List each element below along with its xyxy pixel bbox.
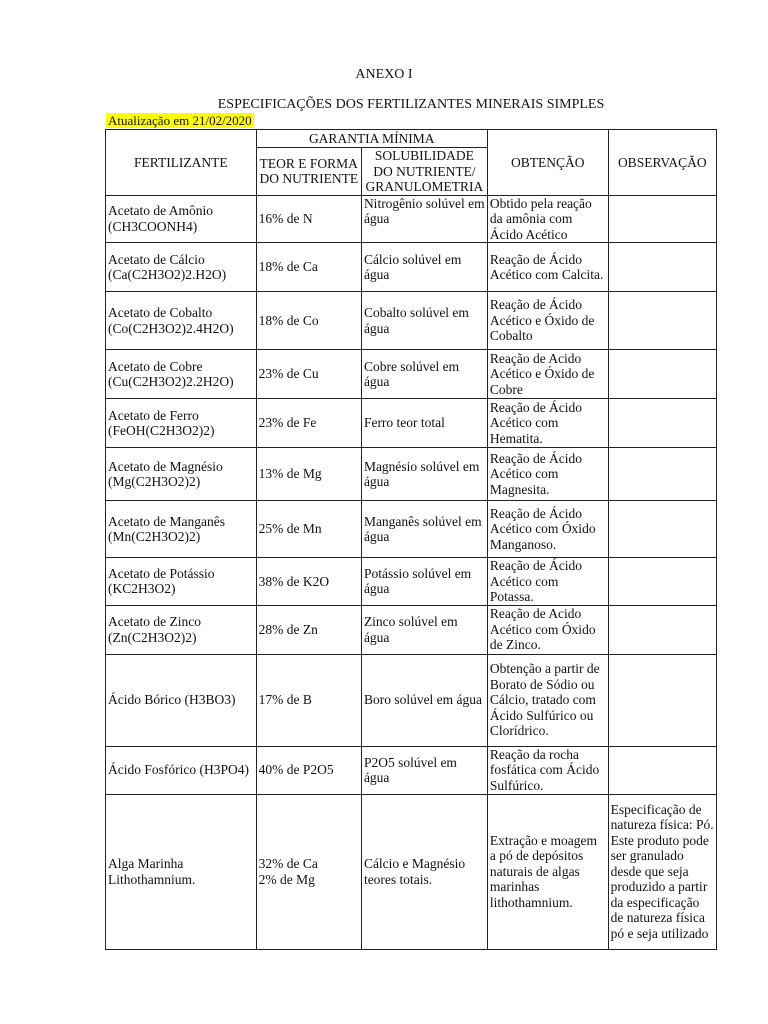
cell-teor: 25% de Mn: [256, 501, 361, 558]
cell-fertilizante: Acetato de Ferro (FeOH(C2H3O2)2): [106, 399, 257, 448]
cell-obtencao: Reação de Ácido Acético com Óxido Manganoso.: [487, 501, 608, 558]
cell-teor: 40% de P2O5: [256, 746, 361, 794]
cell-observacao: [608, 794, 716, 949]
cell-observacao: [608, 746, 716, 794]
table-row: [106, 746, 717, 794]
cell-solubilidade: Cobre solúvel em água: [361, 350, 487, 399]
table-row: [106, 558, 717, 606]
cell-fertilizante: Acetato de Cobre (Cu(C2H3O2)2.2H2O): [106, 350, 257, 399]
cell-solubilidade: Magnésio solúvel em água: [361, 448, 487, 501]
table-row: [106, 243, 717, 292]
table-row: [106, 794, 717, 949]
cell-obtencao: Reação de Ácido Acético com Hematita.: [487, 399, 608, 448]
cell-obtencao: Reação de Acido Acético e Óxido de Cobre: [487, 350, 608, 399]
cell-teor: 16% de N: [256, 195, 361, 243]
update-note: Atualização em 21/02/2020: [108, 113, 252, 128]
cell-observacao: [608, 195, 716, 243]
cell-observacao: [608, 605, 716, 654]
annex-title: ANEXO I: [355, 67, 413, 82]
cell-observacao: [608, 399, 716, 448]
cell-fertilizante: Acetato de Cobalto (Co(C2H3O2)2.4H2O): [106, 292, 257, 350]
cell-fertilizante: Acetato de Zinco (Zn(C2H3O2)2): [106, 605, 257, 654]
cell-teor: 28% de Zn: [256, 605, 361, 654]
cell-fertilizante: Acetato de Magnésio (Mg(C2H3O2)2): [106, 448, 257, 501]
cell-solubilidade: P2O5 solúvel em água: [361, 746, 487, 794]
table-row: [106, 605, 717, 654]
table-row: [106, 292, 717, 350]
teor-line: 2% de Mg: [258, 871, 315, 887]
header-obtencao: OBTENÇÃO: [487, 130, 608, 196]
header-observacao: OBSERVAÇÃO: [608, 130, 716, 196]
cell-observacao: [608, 654, 716, 746]
table-row: [106, 399, 717, 448]
cell-solubilidade: Zinco solúvel em água: [361, 605, 487, 654]
cell-teor: [256, 794, 361, 949]
cell-obtencao: Reação de Ácido Acético com Potassa.: [487, 558, 608, 606]
cell-teor: 23% de Fe: [256, 399, 361, 448]
cell-solubilidade: Potássio solúvel em água: [361, 558, 487, 606]
header-garantia-minima: GARANTIA MÍNIMA: [256, 130, 487, 148]
cell-fertilizante: Ácido Bórico (H3BO3): [106, 654, 257, 746]
table-row: [106, 501, 717, 558]
cell-obtencao: Extração e moagem a pó de depósitos naturais de algas marinhas lithothamnium.: [487, 794, 608, 949]
table-row: [106, 350, 717, 399]
cell-teor: 38% de K2O: [256, 558, 361, 606]
cell-fertilizante: Ácido Fosfórico (H3PO4): [106, 746, 257, 794]
header-solubilidade: SOLUBILIDADE DO NUTRIENTE/ GRANULOMETRIA: [361, 148, 487, 196]
table-row: [106, 195, 717, 243]
cell-fertilizante: Acetato de Potássio (KC2H3O2): [106, 558, 257, 606]
cell-observacao: [608, 292, 716, 350]
document-title: ESPECIFICAÇÕES DOS FERTILIZANTES MINERAIS SIMPLES: [217, 97, 605, 112]
cell-solubilidade: Nitrogênio solúvel em água: [361, 195, 487, 243]
table-row: [106, 654, 717, 746]
cell-obtencao: Obtenção a partir de Borato de Sódio ou Cálcio, tratado com Ácido Sulfúrico ou Clorídrico.: [487, 654, 608, 746]
cell-solubilidade: Cobalto solúvel em água: [361, 292, 487, 350]
cell-solubilidade: Cálcio e Magnésio teores totais.: [361, 794, 487, 949]
cell-fertilizante: Acetato de Cálcio (Ca(C2H3O2)2.H2O): [106, 243, 257, 292]
cell-observacao: [608, 243, 716, 292]
cell-teor: 18% de Co: [256, 292, 361, 350]
cell-solubilidade: Boro solúvel em água: [361, 654, 487, 746]
cell-obtencao: Reação de Ácido Acético com Magnesita.: [487, 448, 608, 501]
cell-solubilidade: Cálcio solúvel em água: [361, 243, 487, 292]
cell-observacao: [608, 448, 716, 501]
cell-fertilizante: Acetato de Manganês (Mn(C2H3O2)2): [106, 501, 257, 558]
header-teor: TEOR E FORMA DO NUTRIENTE: [256, 148, 361, 196]
cell-teor: 23% de Cu: [256, 350, 361, 399]
cell-fertilizante: Alga Marinha Lithothamnium.: [106, 794, 257, 949]
cell-observacao: [608, 501, 716, 558]
cell-fertilizante: Acetato de Amônio (CH3COONH4): [106, 195, 257, 243]
observacao-line: Este produto pode ser granulado desde que seja produzido a partir da especificação de natureza física pó e seja utilizado: [610, 832, 709, 941]
teor-line: 32% de Ca: [258, 856, 318, 871]
cell-solubilidade: Ferro teor total: [361, 399, 487, 448]
cell-obtencao: Reação de Ácido Acético com Calcita.: [487, 243, 608, 292]
cell-solubilidade: Manganês solúvel em água: [361, 501, 487, 558]
cell-obtencao: Reação de Ácido Acético e Óxido de Cobalto: [487, 292, 608, 350]
cell-observacao: [608, 558, 716, 606]
fertilizer-spec-table: [105, 129, 717, 950]
cell-teor: 18% de Ca: [256, 243, 361, 292]
header-fertilizante: FERTILIZANTE: [106, 130, 257, 196]
cell-observacao: [608, 350, 716, 399]
cell-obtencao: Reação da rocha fosfática com Ácido Sulfúrico.: [487, 746, 608, 794]
table-row: [106, 448, 717, 501]
cell-obtencao: Obtido pela reação da amônia com Ácido Acético: [487, 195, 608, 243]
observacao-line: Especificação de natureza física: Pó.: [610, 801, 714, 833]
cell-teor: 13% de Mg: [256, 448, 361, 501]
cell-teor: 17% de B: [256, 654, 361, 746]
cell-obtencao: Reação de Acido Acético com Óxido de Zinco.: [487, 605, 608, 654]
